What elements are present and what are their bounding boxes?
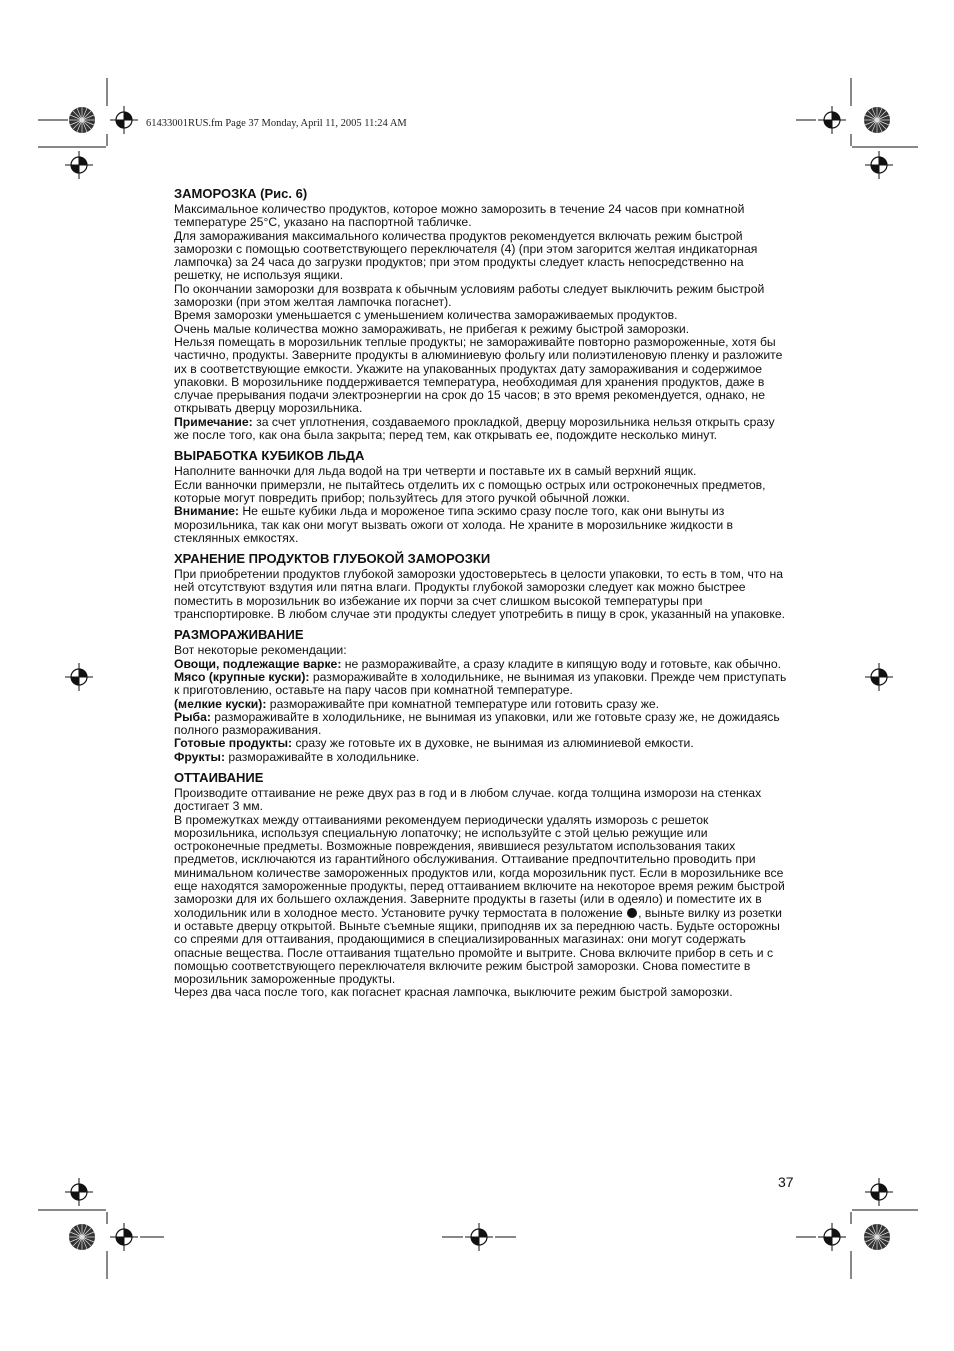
paragraph-text: При приобретении продуктов глубокой заморозки удостоверьтесь в целости упаковки, то есть в том, что на ней отсутствуют вздутия или пятна влаги. Продукты глубокой заморозки следует как можно быстрее поместить в морозильник во избежание их порчи за счет слишком высокой температуры при транспортировке. В любом случае эти продукты следует употребить в пищу в срок, указанный на упаковке.	[174, 567, 785, 622]
page-number: 37	[778, 1174, 794, 1190]
paragraph-text: сразу же готовьте их в духовке, не вынимая из алюминиевой емкости.	[292, 736, 694, 751]
paragraph	[174, 203, 792, 230]
thermostat-dot-icon	[627, 908, 637, 918]
file-slug: 61433001RUS.fm Page 37 Monday, April 11, 2005 11:24 AM	[146, 118, 407, 129]
star-target-icon	[69, 1224, 95, 1250]
section-heading: РАЗМОРАЖИВАНИЕ	[174, 627, 304, 643]
registration-mark-icon	[65, 1178, 93, 1206]
paragraph	[174, 309, 792, 322]
paragraph-lead: Готовые продукты:	[174, 736, 293, 751]
registration-mark-icon	[110, 1223, 138, 1251]
paragraph	[174, 787, 792, 814]
registration-mark-icon	[818, 106, 846, 134]
paragraph	[174, 283, 792, 310]
paragraph-text: Через два часа после того, как погаснет красная лампочка, выключите режим быстрой заморозки.	[174, 985, 733, 1000]
paragraph-lead: Мясо (крупные куски):	[174, 669, 310, 684]
section	[174, 627, 792, 764]
paragraph	[174, 465, 792, 478]
section-heading: ХРАНЕНИЕ ПРОДУКТОВ ГЛУБОКОЙ ЗАМОРОЗКИ	[174, 551, 491, 567]
paragraph	[174, 479, 792, 506]
paragraph	[174, 711, 792, 738]
section	[174, 551, 792, 621]
paragraph-text: В промежутках между оттаиваниями рекомендуем периодически удалять изморозь с решеток морозильника, используя специальную лопаточку; не используйте с этой целью режущие или остроконечные предметы. Возможные повреждения, явившиеся результатом использования таких предметов, исключаются из гарантийного обслуживания. Оттаивание предпочтительно проводить при минимальном количестве замороженных продуктов или, когда морозильник пуст. Если в морозильнике все еще находятся замороженные продукты, перед оттаиванием включите на некоторое время режим быстрой заморозки для их большего охлаждения. Заверните продукты в газеты (или в одеяло) и поместите их в холодильник или в холодное место. Установите ручку термостата в положение	[174, 812, 785, 920]
registration-mark-icon	[818, 1223, 846, 1251]
registration-mark-icon	[865, 151, 893, 179]
section-heading: ОТТАИВАНИЕ	[174, 769, 264, 785]
paragraph	[174, 644, 792, 657]
paragraph-lead: Рыба:	[174, 709, 211, 724]
section	[174, 186, 792, 442]
paragraph	[174, 814, 792, 987]
registration-mark-icon	[865, 1178, 893, 1206]
star-target-icon	[864, 107, 890, 133]
paragraph-lead: Фрукты:	[174, 749, 225, 764]
registration-mark-icon	[465, 1223, 493, 1251]
paragraph-text: Для замораживания максимального количества продуктов рекомендуется включать режим быстрой заморозки с помощью соответствующего переключателя (4) (при этом загорится желтая индикаторная лампочка) за 24 часа до загрузки продуктов; при этом продукты следует класть непосредственно на решетку, не используя ящики.	[174, 228, 758, 283]
paragraph-text: Не ешьте кубики льда и мороженое типа эскимо сразу после того, как они вынуты из морозильника, так как они могут вызвать ожоги от холода. Не храните в морозильнике жидкости в стеклянных емкостях.	[174, 504, 733, 545]
section	[174, 770, 792, 1000]
paragraph-lead: (мелкие куски):	[174, 696, 267, 711]
paragraph-text: Нельзя помещать в морозильник теплые продукты; не замораживайте повторно размороженные, хотя бы частично, продукты. Заверните продукты в алюминиевую фольгу или полиэтиленовую пленку и разложите их в соответствующие емкости. Укажите на упакованных продуктах дату замораживания и содержимое упаковки. В морозильнике поддерживается температура, необходимая для хранения продуктов, даже в случае прерывания подачи электроэнергии на срок до 15 часов; в это время рекомендуется, однако, не открывать дверцу морозильника.	[174, 334, 783, 416]
registration-mark-icon	[110, 106, 138, 134]
paragraph	[174, 671, 792, 698]
paragraph-text: не размораживайте, а сразу кладите в кипящую воду и готовьте, как обычно.	[341, 656, 782, 671]
section-heading: ВЫРАБОТКА КУБИКОВ ЛЬДА	[174, 448, 365, 464]
paragraph-text: Очень малые количества можно замораживать, не прибегая к режиму быстрой заморозки.	[174, 321, 690, 336]
document-body	[174, 186, 792, 1006]
section-heading: ЗАМОРОЗКА (Рис. 6)	[174, 186, 308, 201]
paragraph-text: размораживайте в холодильнике, не вынимая из упаковки. Прежде чем приступать к приготовлению, оставьте на пару часов при комнатной температуре.	[174, 669, 787, 698]
paragraph-text: Вот некоторые рекомендации:	[174, 643, 347, 658]
paragraph-text: Время заморозки уменьшается с уменьшением количества замораживаемых продуктов.	[174, 308, 678, 323]
paragraph-text: за счет уплотнения, создаваемого прокладкой, дверцу морозильника нельзя открыть сразу же после того, как она была закрыта; перед тем, как открывать ее, подождите несколько минут.	[174, 414, 775, 443]
paragraph-text: Максимальное количество продуктов, которое можно заморозить в течение 24 часов при комнатной температуре 25°С, указано на паспортной табличке.	[174, 202, 745, 230]
paragraph-lead: Внимание:	[174, 504, 239, 519]
registration-mark-icon	[65, 151, 93, 179]
paragraph-text: Производите оттаивание не реже двух раз в год и в любом случае. когда толщина изморози на стенках достигает 3 мм.	[174, 785, 762, 814]
paragraph-text: размораживайте в холодильнике.	[225, 749, 420, 764]
star-target-icon	[864, 1224, 890, 1250]
paragraph-lead: Примечание:	[174, 414, 253, 429]
registration-mark-icon	[865, 663, 893, 691]
paragraph	[174, 416, 792, 443]
paragraph	[174, 505, 792, 545]
paragraph	[174, 737, 792, 750]
paragraph-lead: Овощи, подлежащие варке:	[174, 656, 342, 671]
paragraph-text: Если ванночки примерзли, не пытайтесь отделить их с помощью острых или остроконечных предметов, которые могут повредить прибор; пользуйтесь для этого ручкой обычной ложки.	[174, 477, 766, 505]
paragraph	[174, 230, 792, 283]
section	[174, 448, 792, 545]
paragraph-text: Наполните ванночки для льда водой на три четверти и поставьте их в самый верхний ящик.	[174, 464, 697, 479]
paragraph-text: размораживайте в холодильнике, не вынимая из упаковки, или же готовьте сразу же, не дожидаясь полного размораживания.	[174, 709, 780, 738]
paragraph	[174, 986, 792, 999]
paragraph-text: размораживайте при комнатной температуре или готовить сразу же.	[266, 696, 660, 711]
paragraph	[174, 698, 792, 711]
paragraph	[174, 336, 792, 416]
paragraph-text: , выньте вилку из розетки и оставьте дверцу открытой. Выньте съемные ящики, приподняв их за переднюю часть. Будьте осторожны со спреями для оттаивания, продающимися в специализированных магазинах: они могут содержать опасные вещества. После оттаивания тщательно промойте и вытрите. Снова включите прибор в сеть и с помощью соответствующего переключателя включите режим быстрой заморозки. Снова поместите в морозильник замороженные продукты.	[174, 905, 782, 987]
paragraph	[174, 323, 792, 336]
paragraph	[174, 658, 792, 671]
paragraph	[174, 568, 792, 621]
star-target-icon	[69, 107, 95, 133]
paragraph-text: По окончании заморозки для возврата к обычным условиям работы следует выключить режим быстрой заморозки (при этом желтая лампочка погаснет).	[174, 281, 765, 310]
registration-mark-icon	[65, 663, 93, 691]
paragraph	[174, 751, 792, 764]
